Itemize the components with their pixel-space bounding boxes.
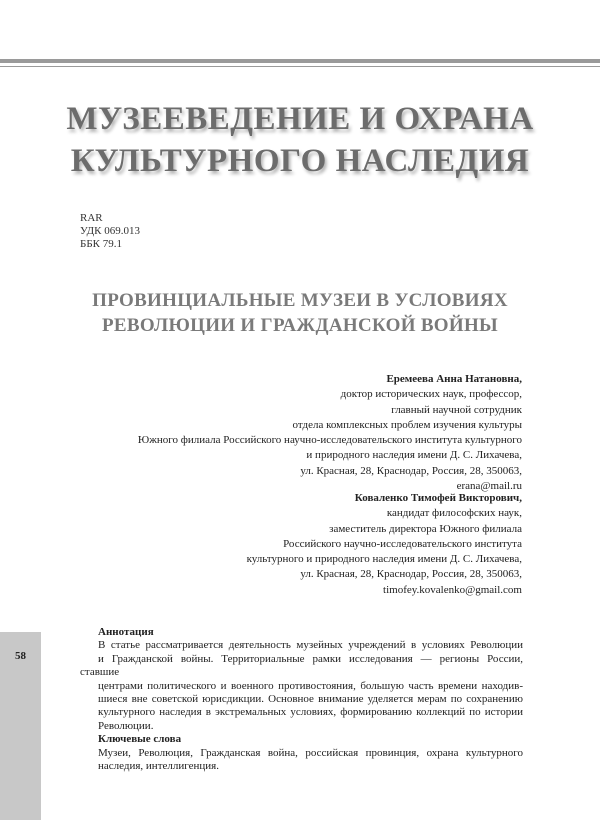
author-name: Еремеева Анна Натановна, bbox=[386, 373, 522, 385]
abstract-heading: Аннотация bbox=[98, 626, 154, 638]
article-title-line-1: ПРОВИНЦИАЛЬНЫЕ МУЗЕИ В УСЛОВИЯХ bbox=[92, 290, 508, 311]
bbk-code: ББК 79.1 bbox=[80, 238, 122, 250]
udk-code: УДК 069.013 bbox=[80, 225, 141, 237]
article-title bbox=[0, 288, 600, 338]
article-title-line-2: РЕВОЛЮЦИИ И ГРАЖДАНСКОЙ ВОЙНЫ bbox=[102, 315, 498, 336]
keywords-text bbox=[80, 747, 523, 774]
author-affiliation-line: Южного филиала Российского научно-исследовательского института культурного bbox=[137, 434, 522, 447]
classification-codes bbox=[80, 212, 140, 251]
author-affiliation-line: кандидат философских наук, bbox=[386, 507, 522, 520]
section-title-line-2: КУЛЬТУРНОГО НАСЛЕДИЯ bbox=[70, 143, 530, 179]
abstract-text bbox=[80, 639, 523, 733]
author-block-1 bbox=[138, 372, 522, 494]
author-address: ул. Красная, 28, Краснодар, Россия, 28, 350063, bbox=[300, 464, 522, 477]
header-rule-thick bbox=[0, 59, 600, 63]
author-email: timofey.kovalenko@gmail.com bbox=[383, 583, 522, 596]
section-title bbox=[0, 98, 600, 182]
keywords-line: наследия, интеллигенция. bbox=[98, 760, 219, 773]
keywords-heading: Ключевые слова bbox=[98, 733, 182, 746]
abstract-line: культурного наследия в экстремальных условиях, формированию коллекций по истории bbox=[98, 706, 523, 719]
abstract-line: и Гражданской войны. Территориальные рамки исследования — регионы России, ставшие bbox=[80, 652, 523, 679]
section-title-line-1: МУЗЕЕВЕДЕНИЕ И ОХРАНА bbox=[66, 101, 534, 137]
author-affiliation-line: и природного наследия имени Д. С. Лихачева, bbox=[306, 449, 522, 462]
abstract-line: шиеся вне советской юрисдикции. Основное внимание уделяется мерам по сохранению bbox=[98, 693, 523, 706]
author-affiliation-line: Российского научно-исследовательского института bbox=[283, 537, 522, 550]
abstract-line: В статье рассматривается деятельность музейных учреждений в условиях Революции bbox=[98, 639, 523, 652]
keywords-line: Музеи, Революция, Гражданская война, российская провинция, охрана культурного bbox=[98, 746, 523, 759]
abstract-line: Революции. bbox=[98, 719, 154, 732]
author-affiliation-line: заместитель директора Южного филиала bbox=[329, 522, 522, 535]
abstract-section bbox=[80, 626, 523, 773]
author-affiliation-line: отдела комплексных проблем изучения культуры bbox=[292, 418, 522, 431]
author-name: Коваленко Тимофей Викторович, bbox=[354, 492, 522, 504]
header-rule-thin bbox=[0, 66, 600, 67]
author-email: erana@mail.ru bbox=[456, 480, 522, 493]
rar-code: RAR bbox=[80, 212, 103, 224]
page-number: 58 bbox=[15, 650, 26, 662]
author-address: ул. Красная, 28, Краснодар, Россия, 28, 350063, bbox=[300, 568, 522, 581]
abstract-line: центрами политического и военного противостояния, большую часть времени находив- bbox=[98, 679, 523, 692]
author-affiliation-line: культурного и природного наследия имени Д. С. Лихачева, bbox=[246, 553, 522, 566]
author-affiliation-line: доктор исторических наук, профессор, bbox=[340, 388, 522, 401]
author-affiliation-line: главный научной сотрудник bbox=[391, 403, 522, 416]
author-block-2 bbox=[247, 491, 522, 598]
